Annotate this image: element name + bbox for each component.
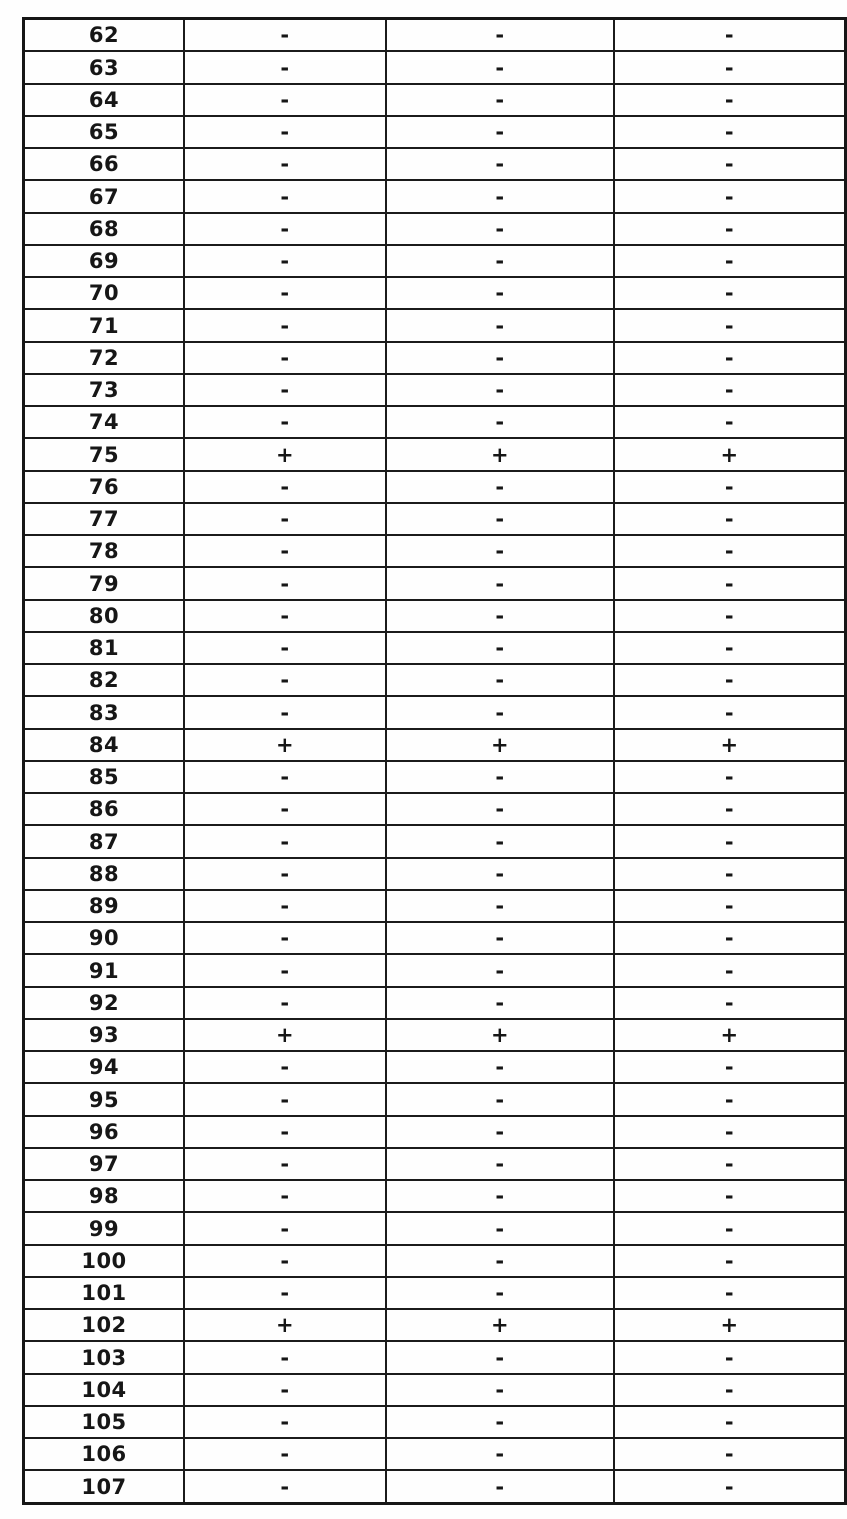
result-cell: - (184, 213, 386, 245)
result-cell: - (184, 116, 386, 148)
result-cell: - (386, 696, 614, 728)
result-cell: - (386, 277, 614, 309)
table-row (24, 1277, 846, 1309)
result-cell: - (386, 825, 614, 857)
result-cell: - (184, 1374, 386, 1406)
result-cell: - (386, 632, 614, 664)
row-number-cell: 62 (24, 19, 185, 52)
row-number-cell: 102 (24, 1309, 185, 1341)
result-cell: + (184, 1019, 386, 1051)
result-cell: - (614, 374, 846, 406)
result-cell: - (614, 696, 846, 728)
table-row (24, 761, 846, 793)
table-row (24, 342, 846, 374)
result-cell: - (184, 1277, 386, 1309)
result-cell: - (386, 1180, 614, 1212)
table-row (24, 471, 846, 503)
result-cell: - (614, 954, 846, 986)
result-cell: - (614, 1212, 846, 1244)
row-number-cell: 100 (24, 1245, 185, 1277)
table-row (24, 116, 846, 148)
result-cell: - (614, 600, 846, 632)
result-cell: - (614, 793, 846, 825)
result-cell: - (184, 567, 386, 599)
result-cell: - (614, 342, 846, 374)
result-cell: - (614, 535, 846, 567)
result-cell: - (614, 19, 846, 52)
result-cell: - (184, 954, 386, 986)
result-cell: - (184, 664, 386, 696)
result-cell: - (184, 922, 386, 954)
row-number-cell: 107 (24, 1470, 185, 1503)
result-cell: - (386, 761, 614, 793)
row-number-cell: 66 (24, 148, 185, 180)
table-row (24, 987, 846, 1019)
result-cell: - (386, 535, 614, 567)
row-number-cell: 75 (24, 438, 185, 470)
table-row (24, 1116, 846, 1148)
result-cell: - (614, 1277, 846, 1309)
result-cell: - (386, 471, 614, 503)
row-number-cell: 94 (24, 1051, 185, 1083)
row-number-cell: 71 (24, 309, 185, 341)
result-cell: - (614, 1406, 846, 1438)
result-cell: - (614, 51, 846, 83)
result-cell: - (614, 567, 846, 599)
result-cell: + (386, 1309, 614, 1341)
row-number-cell: 63 (24, 51, 185, 83)
result-cell: - (386, 1470, 614, 1503)
result-cell: - (386, 1245, 614, 1277)
result-cell: - (386, 406, 614, 438)
result-cell: - (386, 19, 614, 52)
result-cell: - (184, 1245, 386, 1277)
result-cell: - (184, 406, 386, 438)
result-cell: - (184, 1051, 386, 1083)
result-cell: - (184, 1180, 386, 1212)
result-cell: - (184, 1116, 386, 1148)
table-row (24, 148, 846, 180)
result-cell: - (614, 761, 846, 793)
result-cell: - (386, 567, 614, 599)
result-cell: - (184, 245, 386, 277)
row-number-cell: 79 (24, 567, 185, 599)
result-cell: - (614, 148, 846, 180)
result-cell: - (386, 890, 614, 922)
result-cell: - (184, 503, 386, 535)
result-cell: - (184, 696, 386, 728)
table-row (24, 890, 846, 922)
table-row (24, 632, 846, 664)
row-number-cell: 64 (24, 84, 185, 116)
row-number-cell: 67 (24, 180, 185, 212)
table-row (24, 309, 846, 341)
table-row (24, 1470, 846, 1503)
table-row (24, 438, 846, 470)
row-number-cell: 95 (24, 1083, 185, 1115)
result-cell: - (614, 406, 846, 438)
table-row (24, 1180, 846, 1212)
result-cell: - (386, 1116, 614, 1148)
result-cell: - (386, 987, 614, 1019)
result-cell: - (386, 1083, 614, 1115)
result-cell: + (614, 729, 846, 761)
row-number-cell: 77 (24, 503, 185, 535)
result-cell: - (184, 1341, 386, 1373)
row-number-cell: 88 (24, 858, 185, 890)
result-cell: - (184, 890, 386, 922)
table-row (24, 567, 846, 599)
table-row (24, 1148, 846, 1180)
result-cell: - (386, 309, 614, 341)
result-cell: - (614, 245, 846, 277)
result-cell: - (386, 1148, 614, 1180)
table-row (24, 600, 846, 632)
result-cell: - (184, 825, 386, 857)
result-cell: - (184, 987, 386, 1019)
result-cell: - (386, 1374, 614, 1406)
result-cell: - (184, 1083, 386, 1115)
result-cell: - (184, 1470, 386, 1503)
result-cell: - (614, 1051, 846, 1083)
row-number-cell: 87 (24, 825, 185, 857)
result-cell: - (386, 793, 614, 825)
row-number-cell: 93 (24, 1019, 185, 1051)
result-cell: - (184, 858, 386, 890)
result-cell: - (386, 213, 614, 245)
table-row (24, 535, 846, 567)
row-number-cell: 65 (24, 116, 185, 148)
row-number-cell: 103 (24, 1341, 185, 1373)
table-row (24, 696, 846, 728)
result-cell: - (184, 632, 386, 664)
result-cell: - (386, 1341, 614, 1373)
table-row (24, 1212, 846, 1244)
result-cell: - (386, 1406, 614, 1438)
result-cell: - (386, 1051, 614, 1083)
table-row (24, 213, 846, 245)
result-cell: - (184, 471, 386, 503)
result-cell: - (184, 19, 386, 52)
row-number-cell: 78 (24, 535, 185, 567)
table-row (24, 503, 846, 535)
table-row (24, 245, 846, 277)
result-cell: - (184, 1406, 386, 1438)
result-cell: - (614, 1245, 846, 1277)
result-cell: - (614, 503, 846, 535)
result-cell: - (184, 1438, 386, 1470)
table-row (24, 729, 846, 761)
result-cell: - (184, 309, 386, 341)
result-cell: - (386, 954, 614, 986)
row-number-cell: 91 (24, 954, 185, 986)
table-row (24, 954, 846, 986)
result-cell: - (614, 987, 846, 1019)
row-number-cell: 80 (24, 600, 185, 632)
result-cell: - (614, 1374, 846, 1406)
result-cell: - (386, 1277, 614, 1309)
result-cell: + (614, 1019, 846, 1051)
result-cell: - (614, 1180, 846, 1212)
result-cell: - (386, 922, 614, 954)
row-number-cell: 104 (24, 1374, 185, 1406)
result-cell: - (184, 535, 386, 567)
result-cell: - (386, 245, 614, 277)
result-cell: - (614, 825, 846, 857)
result-cell: - (614, 858, 846, 890)
result-cell: - (614, 1438, 846, 1470)
table-row (24, 1406, 846, 1438)
table-row (24, 1438, 846, 1470)
result-cell: - (386, 342, 614, 374)
table-row (24, 825, 846, 857)
result-cell: - (184, 51, 386, 83)
result-cell: - (386, 51, 614, 83)
row-number-cell: 97 (24, 1148, 185, 1180)
row-number-cell: 86 (24, 793, 185, 825)
table-row (24, 922, 846, 954)
result-cell: - (614, 1341, 846, 1373)
result-cell: - (386, 600, 614, 632)
result-cell: - (184, 148, 386, 180)
table-row (24, 19, 846, 52)
result-cell: - (184, 1148, 386, 1180)
result-cell: - (386, 116, 614, 148)
row-number-cell: 68 (24, 213, 185, 245)
row-number-cell: 82 (24, 664, 185, 696)
table-row (24, 858, 846, 890)
row-number-cell: 98 (24, 1180, 185, 1212)
result-cell: - (386, 664, 614, 696)
result-cell: + (184, 729, 386, 761)
result-cell: - (614, 1083, 846, 1115)
result-cell: - (386, 84, 614, 116)
result-cell: - (614, 471, 846, 503)
row-number-cell: 92 (24, 987, 185, 1019)
result-cell: - (614, 309, 846, 341)
result-cell: - (386, 1438, 614, 1470)
table-row (24, 1083, 846, 1115)
result-cell: - (184, 761, 386, 793)
row-number-cell: 73 (24, 374, 185, 406)
result-cell: - (184, 1212, 386, 1244)
row-number-cell: 89 (24, 890, 185, 922)
row-number-cell: 84 (24, 729, 185, 761)
table-row (24, 51, 846, 83)
row-number-cell: 76 (24, 471, 185, 503)
row-number-cell: 96 (24, 1116, 185, 1148)
result-cell: + (614, 1309, 846, 1341)
row-number-cell: 83 (24, 696, 185, 728)
result-cell: - (614, 1470, 846, 1503)
row-number-cell: 105 (24, 1406, 185, 1438)
row-number-cell: 85 (24, 761, 185, 793)
row-number-cell: 74 (24, 406, 185, 438)
result-cell: - (386, 858, 614, 890)
table-row (24, 84, 846, 116)
result-cell: - (614, 277, 846, 309)
result-cell: - (386, 503, 614, 535)
row-number-cell: 99 (24, 1212, 185, 1244)
result-cell: - (184, 180, 386, 212)
result-cell: - (614, 922, 846, 954)
table-row (24, 406, 846, 438)
result-cell: - (184, 793, 386, 825)
result-cell: - (614, 1148, 846, 1180)
table-row (24, 180, 846, 212)
row-number-cell: 69 (24, 245, 185, 277)
row-number-cell: 81 (24, 632, 185, 664)
result-cell: - (184, 342, 386, 374)
result-cell: - (386, 1212, 614, 1244)
result-cell: + (614, 438, 846, 470)
result-cell: - (184, 277, 386, 309)
table-row (24, 1309, 846, 1341)
result-cell: - (614, 1116, 846, 1148)
result-cell: + (386, 438, 614, 470)
row-number-cell: 70 (24, 277, 185, 309)
results-table-body (24, 19, 846, 1504)
table-row (24, 277, 846, 309)
table-row (24, 664, 846, 696)
result-cell: - (386, 180, 614, 212)
table-row (24, 1051, 846, 1083)
result-cell: - (614, 213, 846, 245)
row-number-cell: 101 (24, 1277, 185, 1309)
result-cell: - (184, 374, 386, 406)
result-cell: - (614, 180, 846, 212)
row-number-cell: 72 (24, 342, 185, 374)
table-row (24, 1374, 846, 1406)
row-number-cell: 106 (24, 1438, 185, 1470)
table-row (24, 1019, 846, 1051)
result-cell: + (184, 438, 386, 470)
result-cell: + (386, 1019, 614, 1051)
result-cell: + (184, 1309, 386, 1341)
table-row (24, 1245, 846, 1277)
row-number-cell: 90 (24, 922, 185, 954)
result-cell: - (614, 890, 846, 922)
result-cell: - (386, 148, 614, 180)
result-cell: - (386, 374, 614, 406)
result-cell: - (184, 600, 386, 632)
result-cell: - (614, 632, 846, 664)
result-cell: - (184, 84, 386, 116)
result-cell: - (614, 84, 846, 116)
results-table (22, 17, 847, 1505)
result-cell: + (386, 729, 614, 761)
table-row (24, 374, 846, 406)
result-cell: - (614, 116, 846, 148)
result-cell: - (614, 664, 846, 696)
table-row (24, 793, 846, 825)
table-row (24, 1341, 846, 1373)
